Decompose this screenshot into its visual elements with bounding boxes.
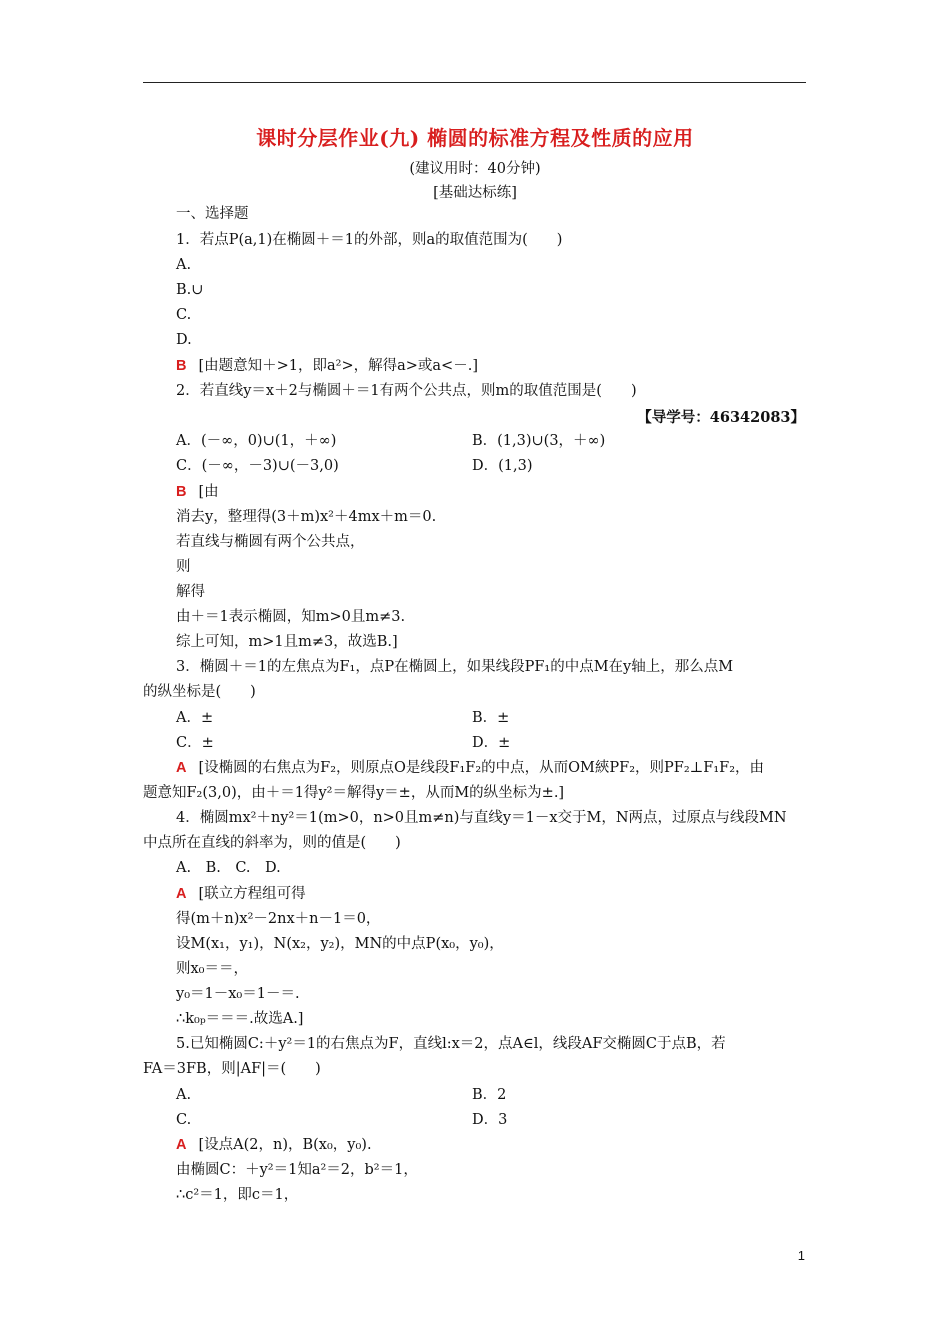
question-5: 5.已知椭圆C:＋y²＝1的右焦点为F，直线l:x＝2，点A∈l，线段AF交椭圆C于点B，若 xyxy=(176,1036,726,1052)
answer-letter: A xyxy=(176,760,187,776)
option-d: D．3 xyxy=(472,1112,508,1128)
question-1: 1．若点P(a,1)在椭圆＋＝1的外部，则a的取值范围为( ) xyxy=(176,232,563,248)
solution-line: 得(m＋n)x²－2nx＋n－1＝0， xyxy=(176,911,381,927)
guide-reference: 【导学号：46342083】 xyxy=(637,409,805,426)
solution-line: 消去y，整理得(3＋m)x²＋4mx＋m＝0. xyxy=(176,509,437,525)
answer-letter: B xyxy=(176,484,187,500)
question-2: 2．若直线y＝x＋2与椭圆＋＝1有两个公共点，则m的取值范围是( ) xyxy=(176,383,637,399)
option-a: A. xyxy=(176,257,192,273)
solution-line: 则 xyxy=(176,559,191,575)
options-row: A. B. C. D. xyxy=(176,860,281,876)
option-c: C．± xyxy=(176,735,214,751)
solution-line: 由＋＝1表示椭圆，知m>0且m≠3. xyxy=(176,609,406,625)
question-5-cont: FA＝3FB，则|AF|＝( ) xyxy=(143,1061,321,1077)
option-b: B．2 xyxy=(472,1087,507,1103)
solution-line: 由椭圆C：＋y²＝1知a²＝2，b²＝1， xyxy=(176,1162,418,1178)
option-d: D. xyxy=(176,332,192,348)
answer-text: [由题意知＋>1，即a²>，解得a>或a<－.] xyxy=(198,358,478,374)
answer-letter: A xyxy=(176,1137,187,1153)
answer-text: [设椭圆的右焦点为F₂，则原点O是线段F₁F₂的中点，从而OM綊PF₂，则PF₂⊥F₁F₂，由 xyxy=(198,760,765,776)
option-b: B．(1,3)∪(3，＋∞) xyxy=(472,433,606,449)
option-c: C. xyxy=(176,1112,192,1128)
option-c: C. xyxy=(176,307,192,323)
solution-line: ∴k₀ₚ＝＝＝.故选A.] xyxy=(176,1011,304,1027)
question-3-cont: 的纵坐标是( ) xyxy=(143,684,256,700)
option-d: D．(1,3) xyxy=(472,458,533,474)
answer-line xyxy=(176,1135,372,1155)
answer-text: [联立方程组可得 xyxy=(198,886,306,902)
answer-text: [设点A(2，n)，B(x₀，y₀). xyxy=(198,1137,372,1153)
option-c: C．(－∞，－3)∪(－3,0) xyxy=(176,458,339,474)
solution-line: y₀＝1－x₀＝1－＝. xyxy=(176,986,300,1002)
question-4-cont: 中点所在直线的斜率为，则的值是( ) xyxy=(143,835,401,851)
solution-line: 综上可知，m>1且m≠3，故选B.] xyxy=(176,634,398,650)
solution-line: 若直线与椭圆有两个公共点， xyxy=(176,534,365,550)
answer-line xyxy=(176,758,764,778)
option-a: A. xyxy=(176,1087,192,1103)
header-rule xyxy=(143,82,806,83)
question-4: 4．椭圆mx²＋ny²＝1(m>0，n>0且m≠n)与直线y＝1－x交于M，N两点，过原点与线段MN xyxy=(176,810,787,826)
suggested-time: (建议用时：40分钟) xyxy=(409,161,541,177)
option-d: D．± xyxy=(472,735,511,751)
option-a: A．± xyxy=(176,710,214,726)
answer-text: [由 xyxy=(198,484,219,500)
answer-line xyxy=(176,356,478,376)
option-b: B.∪ xyxy=(176,282,204,298)
page-title: 课时分层作业(九) 椭圆的标准方程及性质的应用 xyxy=(256,126,694,150)
answer-letter: A xyxy=(176,886,187,902)
solution-line: 解得 xyxy=(176,584,205,600)
answer-line xyxy=(176,884,306,904)
section-heading: 一、选择题 xyxy=(176,206,249,222)
option-b: B．± xyxy=(472,710,510,726)
solution-line: 设M(x₁，y₁)，N(x₂，y₂)，MN的中点P(x₀，y₀)， xyxy=(176,936,504,952)
solution-line: 题意知F₂(3,0)，由＋＝1得y²＝解得y＝±，从而M的纵坐标为±.] xyxy=(143,785,565,801)
option-a: A．(－∞，0)∪(1，＋∞) xyxy=(176,433,337,449)
question-3: 3．椭圆＋＝1的左焦点为F₁，点P在椭圆上，如果线段PF₁的中点M在y轴上，那么点M xyxy=(176,659,734,675)
answer-letter: B xyxy=(176,358,187,374)
answer-line xyxy=(176,482,219,502)
solution-line: 则x₀＝＝， xyxy=(176,961,248,977)
page-number: 1 xyxy=(797,1248,805,1263)
solution-line: ∴c²＝1，即c＝1， xyxy=(176,1187,299,1203)
section-label: [基础达标练] xyxy=(433,185,517,201)
